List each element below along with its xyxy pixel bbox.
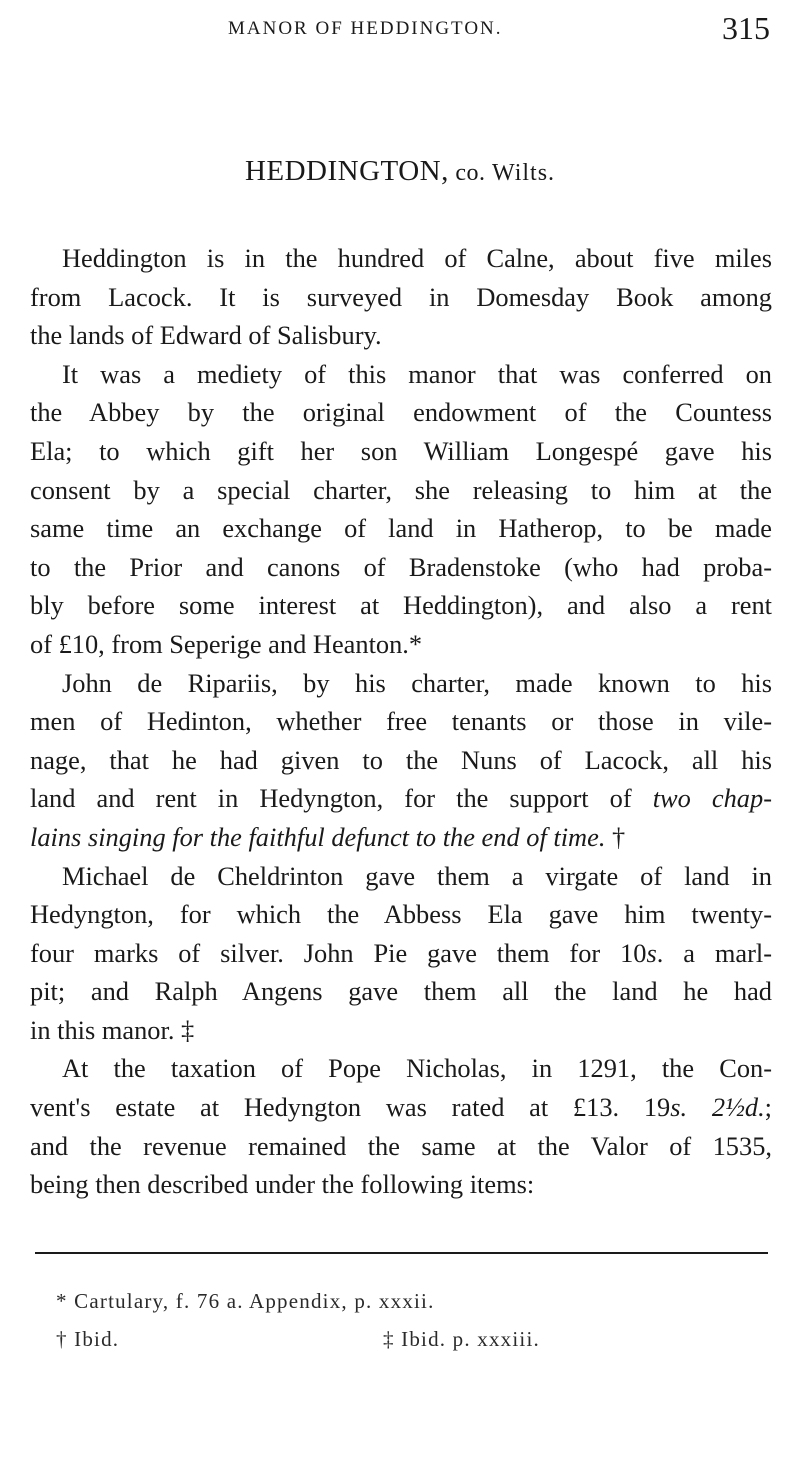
dagger-mark: †	[605, 821, 626, 852]
body-line: of £10, from Seperige and Heanton.*	[30, 628, 423, 659]
italic-phrase: lains singing for the faithful defunct to the end of time.	[30, 821, 606, 852]
body-line: pit; and Ralph Angens gave them all the land he had	[30, 976, 772, 1007]
body-line: the lands of Edward of Salisbury.	[30, 320, 382, 351]
body-line: in this manor. ‡	[30, 1014, 195, 1045]
running-title: MANOR OF HEDDINGTON.	[228, 18, 503, 39]
page-number: 315	[722, 10, 770, 46]
italic-phrase: two chap-	[652, 783, 772, 814]
body-line: the Abbey by the original endowment of the Countess	[30, 397, 772, 428]
footnote-3: ‡ Ibid. p. xxxiii.	[383, 1327, 540, 1351]
body-line: It was a mediety of this manor that was conferred on	[62, 358, 772, 389]
body-line: Hedyngton, for which the Abbess Ela gave him twenty-	[30, 899, 772, 930]
page-header	[0, 10, 800, 46]
italic-abbrev: s	[646, 937, 657, 968]
body-line-part: ;	[764, 1092, 773, 1123]
body-line: Heddington is in the hundred of Calne, about five miles	[62, 243, 772, 273]
body-line: same time an exchange of land in Hatherop, to be made	[30, 513, 772, 544]
body-line-part: vent's estate at Hedyngton was rated at £13. 19	[30, 1092, 671, 1123]
body-line: consent by a special charter, she releasing to him at the	[30, 474, 772, 505]
footnotes	[56, 1289, 756, 1365]
body-line: Ela; to which gift her son William Longespé gave his	[30, 435, 772, 466]
italic-abbrev: s. 2½d.	[670, 1092, 765, 1123]
section-title	[0, 155, 800, 188]
footnote-rule	[35, 1252, 768, 1254]
section-title-county: Wilts.	[492, 160, 556, 186]
body-text	[30, 239, 772, 1204]
body-line	[30, 818, 772, 857]
body-line-part: four marks of silver. John Pie gave them for 10	[30, 937, 647, 968]
body-line	[30, 1088, 772, 1127]
body-line: from Lacock. It is surveyed in Domesday Book among	[30, 281, 772, 312]
body-line: bly before some interest at Heddington), and also a rent	[30, 590, 772, 621]
body-line: and the revenue remained the same at the Valor of 1535,	[30, 1130, 772, 1161]
body-line-part: land and rent in Hedyngton, for the support of	[30, 783, 653, 814]
body-line: Michael de Cheldrinton gave them a virgate of land in	[62, 860, 772, 891]
body-line: to the Prior and canons of Bradenstoke (who had proba-	[30, 551, 772, 582]
body-line: John de Ripariis, by his charter, made known to his	[62, 667, 772, 698]
section-title-main: HEDDINGTON,	[244, 155, 449, 187]
section-title-co: co.	[448, 160, 493, 186]
body-line: At the taxation of Pope Nicholas, in 1291, the Con-	[62, 1053, 772, 1084]
footnote-1: * Cartulary, f. 76 a. Appendix, p. xxxii.	[56, 1289, 435, 1313]
body-line: men of Hedinton, whether free tenants or those in vile-	[30, 706, 772, 737]
body-line: being then described under the following items:	[30, 1169, 535, 1200]
body-line-part: . a marl-	[656, 937, 772, 968]
body-line: nage, that he had given to the Nuns of Lacock, all his	[30, 744, 772, 775]
footnote-2: † Ibid.	[56, 1327, 120, 1351]
body-line	[30, 934, 772, 973]
body-line	[30, 779, 772, 818]
